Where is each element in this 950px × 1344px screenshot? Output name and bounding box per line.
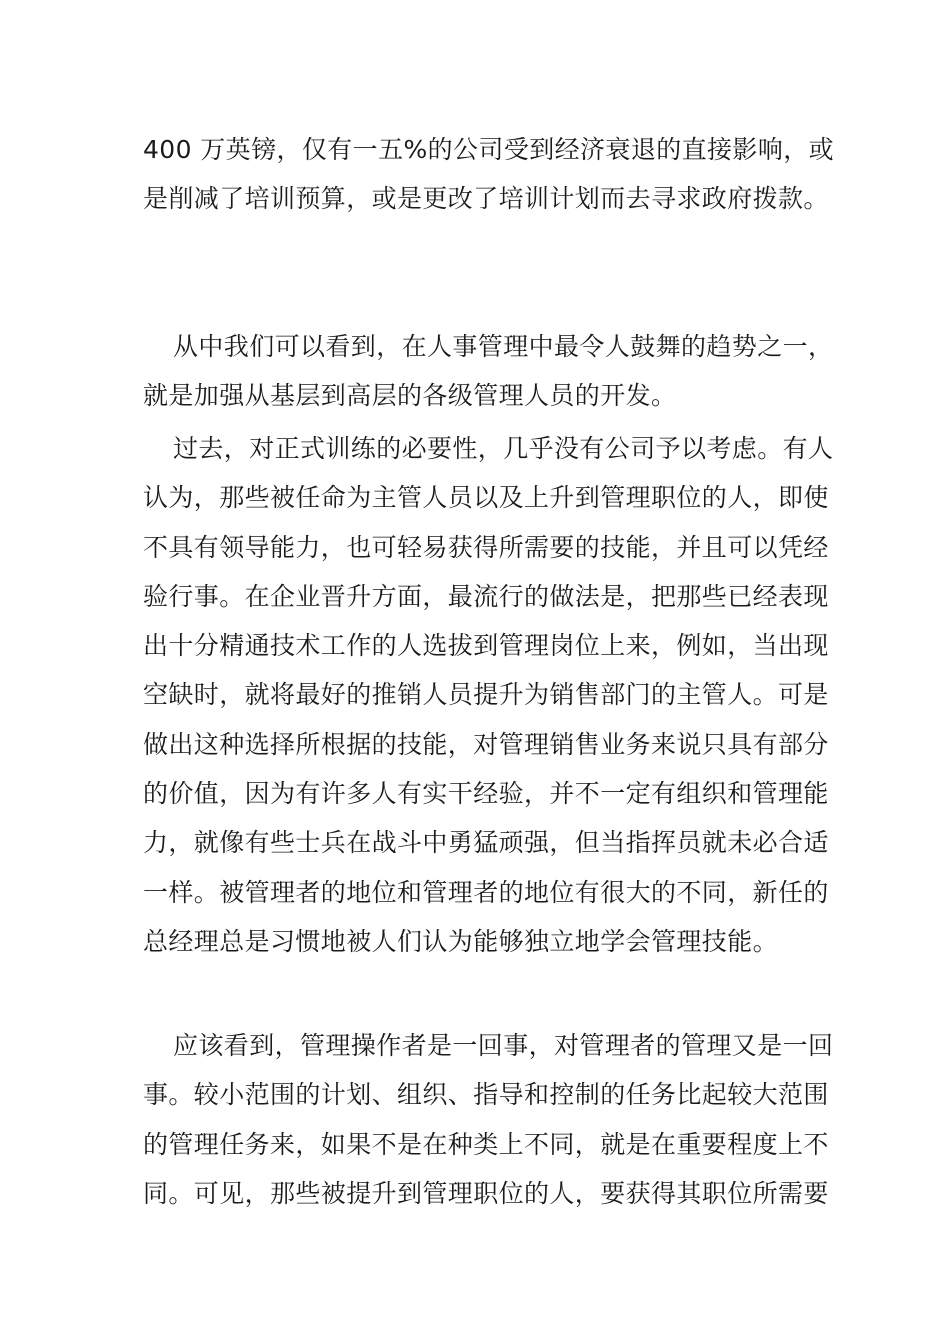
- text-line: 验行事。在企业晋升方面，最流行的做法是，把那些已经表现: [143, 581, 829, 611]
- text-line: 400 万英镑，仅有一五%的公司受到经济衰退的直接影响，或: [143, 135, 835, 164]
- text-line: 从中我们可以看到，在人事管理中最令人鼓舞的趋势之一，: [173, 332, 834, 361]
- text-line: 的价值，因为有许多人有实干经验，并不一定有组织和管理能: [143, 779, 829, 809]
- paragraph-2: [143, 322, 834, 421]
- text-line: 应该看到，管理操作者是一回事，对管理者的管理又是一回: [173, 1031, 834, 1060]
- paragraph-1: [143, 125, 835, 224]
- text-line: 不具有领导能力，也可轻易获得所需要的技能，并且可以凭经: [143, 532, 829, 562]
- text-line: 认为，那些被任命为主管人员以及上升到管理职位的人，即使: [143, 483, 829, 513]
- text-line: 力，就像有些士兵在战斗中勇猛顽强，但当指挥员就未必合适: [143, 828, 829, 858]
- text-line: 就是加强从基层到高层的各级管理人员的开发。: [143, 381, 677, 411]
- text-line: 一样。被管理者的地位和管理者的地位有很大的不同，新任的: [143, 877, 829, 907]
- text-line: 同。可见，那些被提升到管理职位的人，要获得其职位所需要: [143, 1178, 829, 1208]
- paragraph-4: [143, 1021, 834, 1218]
- text-line: 事。较小范围的计划、组织、指导和控制的任务比起较大范围: [143, 1080, 829, 1110]
- text-line: 做出这种选择所根据的技能，对管理销售业务来说只具有部分: [143, 729, 829, 759]
- text-line: 出十分精通技术工作的人选拔到管理岗位上来，例如，当出现: [143, 631, 829, 661]
- text-line: 是削减了培训预算，或是更改了培训计划而去寻求政府拨款。: [143, 184, 829, 214]
- text-line: 过去，对正式训练的必要性，几乎没有公司予以考虑。有人: [173, 434, 834, 463]
- text-line: 的管理任务来，如果不是在种类上不同，就是在重要程度上不: [143, 1129, 829, 1159]
- text-line: 总经理总是习惯地被人们认为能够独立地学会管理技能。: [143, 926, 779, 956]
- text-line: 空缺时，就将最好的推销人员提升为销售部门的主管人。可是: [143, 680, 829, 710]
- paragraph-3: [143, 424, 834, 966]
